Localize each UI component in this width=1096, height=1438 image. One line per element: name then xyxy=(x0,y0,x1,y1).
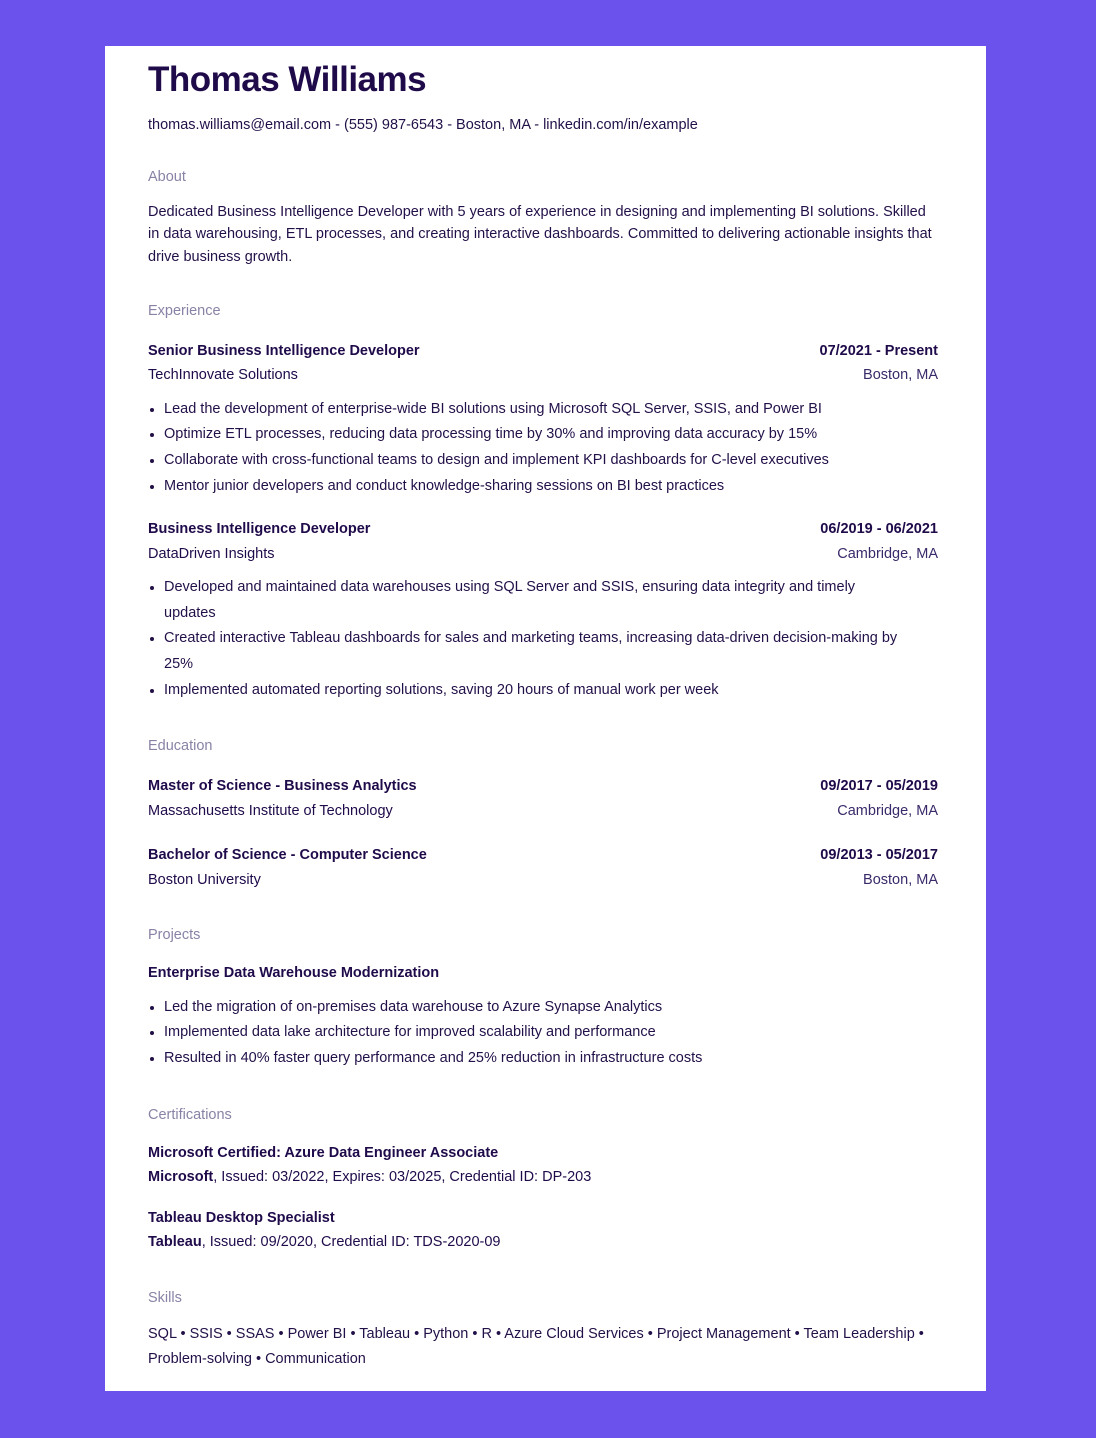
section-title-about: About xyxy=(148,169,186,185)
about-text: Dedicated Business Intelligence Developer with 5 years of experience in designing and implementing BI solutions. Skilled in data warehousing, ETL processes, and creating interactive dashboards. Committed to delivering actionable insights that drive business growth. xyxy=(148,204,932,265)
contact-line: thomas.williams@email.com - (555) 987-6543 - Boston, MA - linkedin.com/in/example xyxy=(148,117,698,133)
bullet-item: • Led the migration of on-premises data warehouse to Azure Synapse Analytics xyxy=(164,995,938,1021)
bullet-item: • Mentor junior developers and conduct knowledge-sharing sessions on BI best practices xyxy=(164,474,938,500)
school-name: Massachusetts Institute of Technology xyxy=(148,802,393,819)
certification-name: Tableau Desktop Specialist xyxy=(148,1209,335,1226)
job-bullets xyxy=(148,575,938,703)
education-location: Cambridge, MA xyxy=(837,802,938,819)
project-title: Enterprise Data Warehouse Modernization xyxy=(148,965,440,982)
bullet-item: • Lead the development of enterprise-wide BI solutions using Microsoft SQL Server, SSIS, and Power BI xyxy=(164,397,938,423)
certification-entry xyxy=(148,1206,938,1255)
job-bullets xyxy=(148,397,938,499)
job-title: Business Intelligence Developer xyxy=(148,521,371,538)
job-location: Boston, MA xyxy=(863,367,938,384)
section-title-experience: Experience xyxy=(148,302,221,319)
certification-issuer: Microsoft xyxy=(148,1169,214,1186)
section-title-projects: Projects xyxy=(148,927,201,944)
job-dates: 07/2021 - Present xyxy=(819,342,938,359)
experience-entry xyxy=(148,517,938,703)
section-title-education: Education xyxy=(148,738,213,755)
certification-info: , Issued: 09/2020, Credential ID: TDS-2020-09 xyxy=(201,1234,501,1251)
school-name: Boston University xyxy=(148,871,261,888)
project-bullets xyxy=(148,995,938,1072)
candidate-name: Thomas Williams xyxy=(148,60,427,99)
company-name: DataDriven Insights xyxy=(148,545,275,562)
certification-issuer: Tableau xyxy=(148,1234,202,1251)
education-location: Boston, MA xyxy=(863,871,938,888)
experience-entry xyxy=(148,339,938,499)
job-dates: 06/2019 - 06/2021 xyxy=(820,521,938,538)
section-title-certifications: Certifications xyxy=(148,1106,232,1123)
resume-page xyxy=(105,46,986,1391)
certification-entry xyxy=(148,1141,938,1190)
certification-details xyxy=(148,1165,938,1190)
bullet-item: • Implemented data lake architecture for improved scalability and performance xyxy=(164,1020,938,1046)
certification-info: , Issued: 03/2022, Expires: 03/2025, Credential ID: DP-203 xyxy=(213,1169,592,1186)
bullet-item: • Created interactive Tableau dashboards for sales and marketing teams, increasing data-driven decision-making by 25% xyxy=(164,626,908,677)
education-entry xyxy=(148,774,938,823)
certification-name: Microsoft Certified: Azure Data Engineer Associate xyxy=(148,1144,499,1161)
bullet-item: • Developed and maintained data warehouses using SQL Server and SSIS, ensuring data integrity and timely updates xyxy=(164,575,908,626)
education-entry xyxy=(148,843,938,892)
bullet-item: • Implemented automated reporting solutions, saving 20 hours of manual work per week xyxy=(164,678,908,704)
section-title-skills: Skills xyxy=(148,1289,182,1306)
job-title: Senior Business Intelligence Developer xyxy=(148,342,420,359)
bullet-item: • Resulted in 40% faster query performance and 25% reduction in infrastructure costs xyxy=(164,1046,938,1072)
certification-details xyxy=(148,1230,938,1255)
degree-name: Bachelor of Science - Computer Science xyxy=(148,847,427,864)
job-location: Cambridge, MA xyxy=(837,545,938,562)
degree-name: Master of Science - Business Analytics xyxy=(148,778,417,795)
bullet-item: • Optimize ETL processes, reducing data processing time by 30% and improving data accuracy by 15% xyxy=(164,422,938,448)
education-dates: 09/2017 - 05/2019 xyxy=(820,778,938,795)
skills-list: SQL • SSIS • SSAS • Power BI • Tableau • Python • R • Azure Cloud Services • Project Management • Team Leadership • Problem-solving • Communication xyxy=(148,1325,924,1367)
education-dates: 09/2013 - 05/2017 xyxy=(820,847,938,864)
bullet-item: • Collaborate with cross-functional teams to design and implement KPI dashboards for C-level executives xyxy=(164,448,938,474)
company-name: TechInnovate Solutions xyxy=(148,367,298,384)
